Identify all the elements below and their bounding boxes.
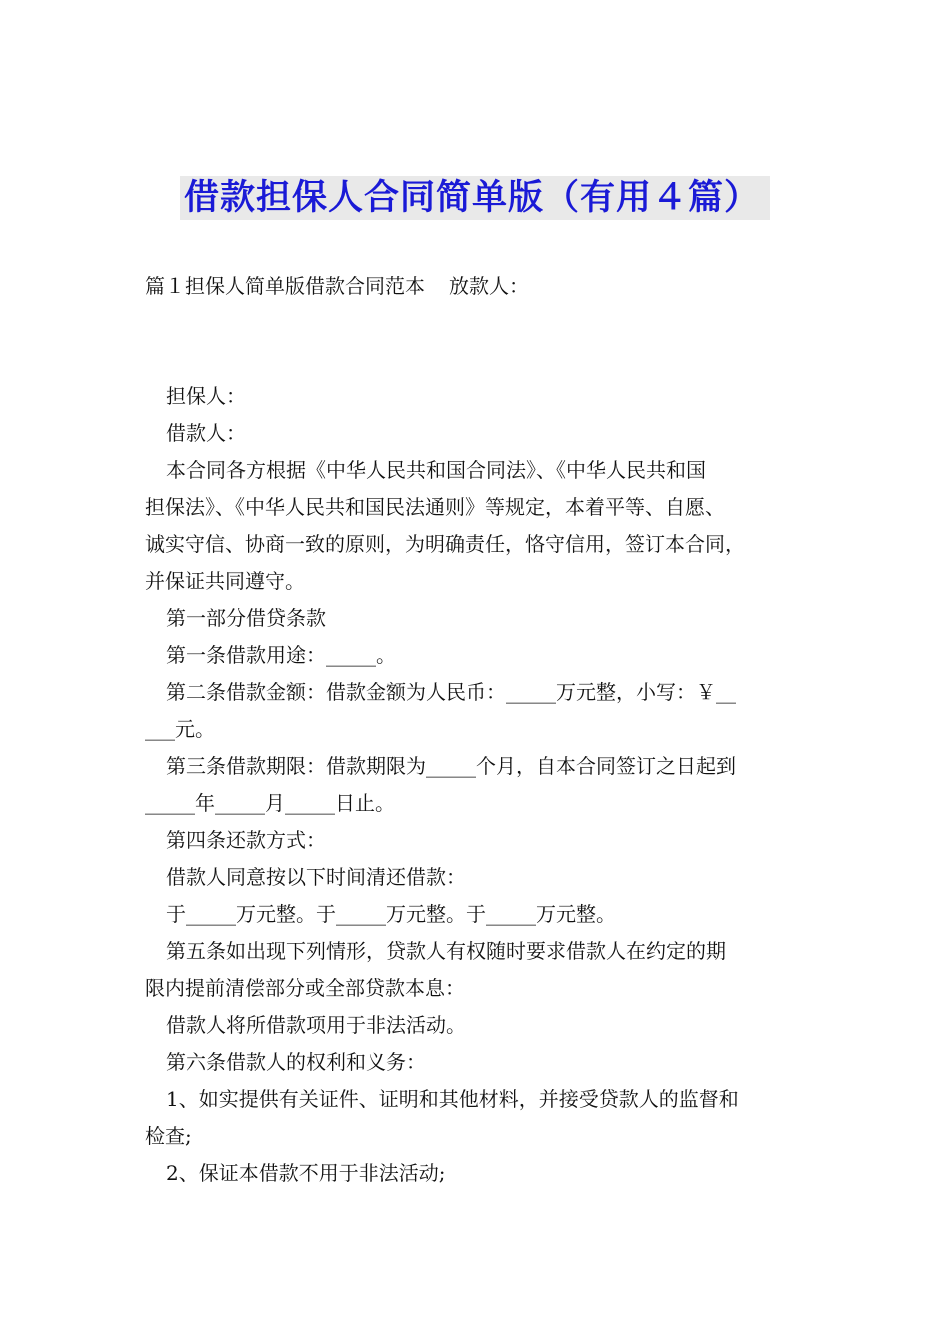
article-5-line-1: 第五条如出现下列情形，贷款人有权随时要求借款人在约定的期 <box>166 939 726 963</box>
article-6: 第六条借款人的权利和义务： <box>166 1050 426 1074</box>
preamble-line-2: 担保法》、《中华人民共和国民法通则》等规定，本着平等、自愿、 <box>145 495 725 519</box>
guarantor-label: 担保人： <box>166 384 246 408</box>
article-3-line-2: _____年_____月_____日止。 <box>145 791 395 815</box>
article-6-item-2: 2、保证本借款不用于非法活动; <box>166 1161 446 1185</box>
title-container <box>0 176 950 220</box>
lender-label: 放款人： <box>449 274 529 298</box>
article-4: 第四条还款方式： <box>166 828 326 852</box>
contract-body <box>145 378 815 1192</box>
preamble-line-1: 本合同各方根据《中华人民共和国合同法》、《中华人民共和国 <box>166 458 706 482</box>
article-5-item: 借款人将所借款项用于非法活动。 <box>166 1013 466 1037</box>
article-5-line-2: 限内提前清偿部分或全部贷款本息： <box>145 976 465 1000</box>
repayment-schedule: 于_____万元整。于_____万元整。于_____万元整。 <box>166 902 616 926</box>
section-heading-line <box>145 268 529 305</box>
document-title: 借款担保人合同简单版（有用４篇） <box>180 176 770 220</box>
repayment-intro: 借款人同意按以下时间清还借款： <box>166 865 466 889</box>
borrower-label: 借款人： <box>166 421 246 445</box>
article-2-line-1: 第二条借款金额：借款金额为人民币：_____万元整，小写：￥__ <box>166 680 736 704</box>
article-6-item-1-line-2: 检查; <box>145 1124 192 1148</box>
preamble-line-4: 并保证共同遵守。 <box>145 569 305 593</box>
part-one-heading: 第一部分借贷条款 <box>166 606 326 630</box>
section-heading: 篇１担保人简单版借款合同范本 <box>145 274 425 298</box>
article-6-item-1-line-1: 1、如实提供有关证件、证明和其他材料，并接受贷款人的监督和 <box>166 1087 739 1111</box>
article-2-line-2: ___元。 <box>145 717 215 741</box>
article-1: 第一条借款用途：_____。 <box>166 643 396 667</box>
preamble-line-3: 诚实守信、协商一致的原则，为明确责任，恪守信用，签订本合同， <box>145 532 745 556</box>
article-3-line-1: 第三条借款期限：借款期限为_____个月，自本合同签订之日起到 <box>166 754 736 778</box>
